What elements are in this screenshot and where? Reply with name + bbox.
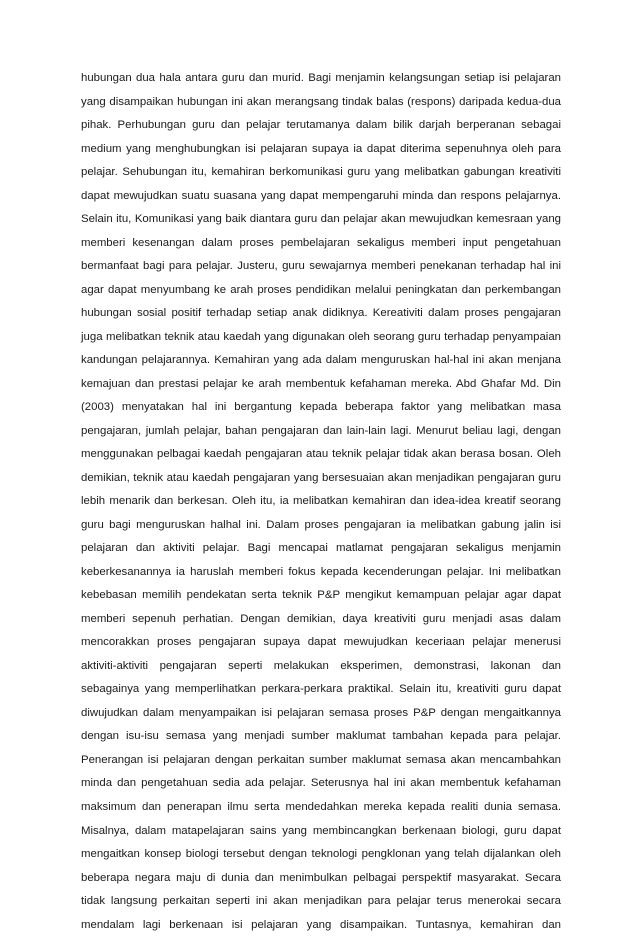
text-line: memberi sepenuh perhatian. Dengan demikian, daya kreativiti guru menjadi asas dalam xyxy=(81,612,561,625)
text-line: demikian, teknik atau kaedah pengajaran yang bersesuaian akan menjadikan pengajaran guru xyxy=(81,471,561,484)
text-line: dengan isu-isu semasa yang menjadi sumber maklumat tambahan kepada para pelajar. xyxy=(81,730,561,743)
text-line: memberi kesenangan dalam proses pembelajaran sekaligus memberi input pengetahuan xyxy=(81,236,561,249)
text-line: guru bagi menguruskan halhal ini. Dalam proses pengajaran ia melibatkan gabung jalin isi xyxy=(81,518,561,531)
text-line: hubungan sosial positif terhadap setiap anak didiknya. Kereativiti dalam proses pengajaran xyxy=(81,307,561,320)
text-line: keberkesanannya ia haruslah memberi fokus kepada kecenderungan pelajar. Ini melibatkan xyxy=(81,565,561,578)
text-line: Penerangan isi pelajaran dengan perkaitan sumber maklumat semasa akan mencambahkan xyxy=(81,753,561,766)
text-line: mengaitkan konsep biologi tersebut dengan teknologi pengklonan yang telah dijalankan oleh xyxy=(81,848,561,861)
text-line: menggunakan pelbagai kaedah pengajaran atau teknik pelajar tidak akan berasa bosan. Oleh xyxy=(81,448,561,461)
text-line: (2003) menyatakan hal ini bergantung kepada beberapa faktor yang melibatkan masa xyxy=(81,401,561,414)
text-line: pengajaran, jumlah pelajar, bahan pengajaran dan lain-lain lagi. Menurut beliau lagi, dengan xyxy=(81,424,561,437)
text-line: pelajar. Sehubungan itu, kemahiran berkomunikasi guru yang melibatkan gabungan kreativiti xyxy=(81,166,561,179)
text-line: Misalnya, dalam matapelajaran sains yang membincangkan berkenaan biologi, guru dapat xyxy=(81,824,561,837)
text-line: mendalam lagi berkenaan isi pelajaran yang disampaikan. Tuntasnya, kemahiran dan xyxy=(81,918,561,931)
text-line: bermanfaat bagi para pelajar. Justeru, guru sewajarnya memberi penekanan terhadap hal ini xyxy=(81,260,561,273)
text-line: lebih menarik dan berkesan. Oleh itu, ia melibatkan kemahiran dan idea-idea kreatif seorang xyxy=(81,495,561,508)
text-line: tidak langsung perkaitan seperti ini akan menjadikan para pelajar terus menerokai secara xyxy=(81,895,561,908)
text-line: juga melibatkan teknik atau kaedah yang digunakan oleh seorang guru terhadap penyampaian xyxy=(81,330,561,343)
text-line: maksimum dan penerapan ilmu serta mendedahkan mereka kepada realiti dunia semasa. xyxy=(81,800,561,813)
text-line: kemajuan dan prestasi pelajar ke arah membentuk kefahaman mereka. Abd Ghafar Md. Din xyxy=(81,377,561,390)
text-line: kandungan pelajarannya. Kemahiran yang ada dalam menguruskan hal-hal ini akan menjana xyxy=(81,354,561,367)
text-line: dapat mewujudkan suatu suasana yang dapat mempengaruhi minda dan respons pelajarnya. xyxy=(81,189,561,202)
text-line: kebebasan memilih pendekatan serta teknik P&P mengikut kemampuan pelajar agar dapat xyxy=(81,589,561,602)
text-line: sebagainya yang memperlihatkan perkara-perkara praktikal. Selain itu, kreativiti guru dapat xyxy=(81,683,561,696)
text-line: minda dan pengetahuan sedia ada pelajar. Seterusnya hal ini akan membentuk kefahaman xyxy=(81,777,561,790)
text-line: hubungan dua hala antara guru dan murid. Bagi menjamin kelangsungan setiap isi pelajaran xyxy=(81,72,561,84)
text-line: beberapa negara maju di dunia dan menimbulkan pelbagai perspektif masyarakat. Secara xyxy=(81,871,561,884)
text-line: agar dapat menyumbang ke arah proses pendidikan melalui peningkatan dan perkembangan xyxy=(81,283,561,296)
text-line: yang disampaikan hubungan ini akan merangsang tindak balas (respons) daripada kedua-dua xyxy=(81,95,561,108)
text-line: pihak. Perhubungan guru dan pelajar terutamanya dalam bilik darjah berperanan sebagai xyxy=(81,119,561,132)
text-line: Selain itu, Komunikasi yang baik diantara guru dan pelajar akan mewujudkan kemesraan yang xyxy=(81,213,561,226)
text-line: aktiviti-aktiviti pengajaran seperti melakukan eksperimen, demonstrasi, lakonan dan xyxy=(81,659,561,672)
text-line: pelajaran dan aktiviti pelajar. Bagi mencapai matlamat pengajaran sekaligus menjamin xyxy=(81,542,561,555)
body-paragraph xyxy=(81,71,561,941)
text-line: diwujudkan dalam menyampaikan isi pelajaran semasa proses P&P dengan mengaitkannya xyxy=(81,706,561,719)
text-line: medium yang menghubungkan isi pelajaran supaya ia dapat diterima sepenuhnya oleh para xyxy=(81,142,561,155)
text-line: mencorakkan proses pengajaran supaya dapat mewujudkan keceriaan pelajar menerusi xyxy=(81,636,561,649)
